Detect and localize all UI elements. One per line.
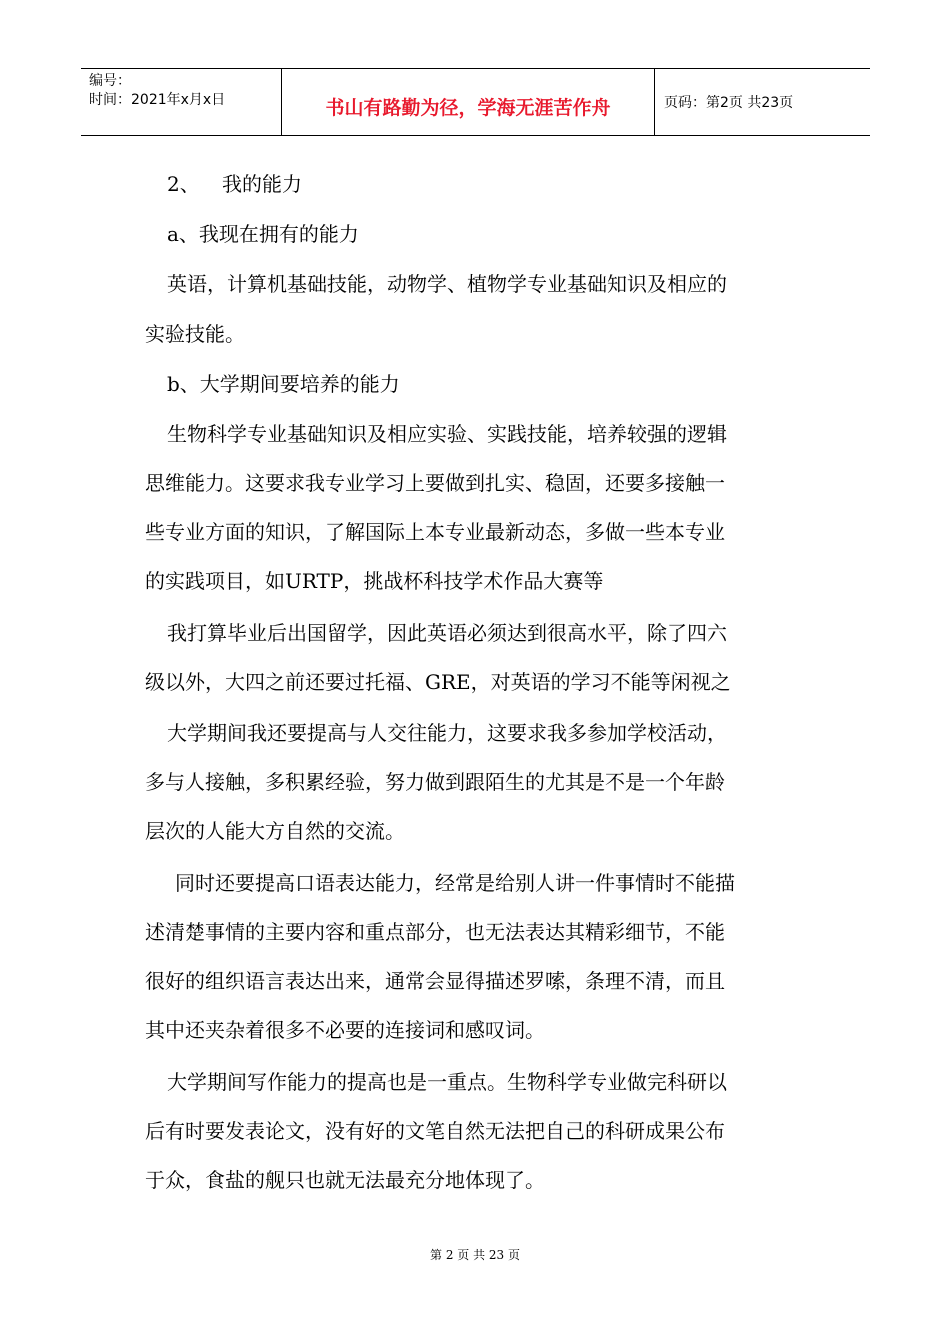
subsection-a-title: a、我现在拥有的能力	[167, 222, 359, 246]
paragraph-line: 级以外，大四之前还要过托福、GRE，对英语的学习不能等闲视之	[145, 670, 731, 694]
paragraph-line: 后有时要发表论文，没有好的文笔自然无法把自己的科研成果公布	[145, 1119, 725, 1143]
section-number: 2、	[167, 172, 200, 196]
paragraph-line: 思维能力。这要求我专业学习上要做到扎实、稳固，还要多接触一	[145, 471, 725, 495]
section-title: 我的能力	[222, 172, 302, 196]
motto-text: 书山有路勤为径，学海无涯苦作舟	[325, 97, 611, 119]
paragraph-line: 其中还夹杂着很多不必要的连接词和感叹词。	[145, 1018, 545, 1042]
paragraph-line: 于众，食盐的舰只也就无法最充分地体现了。	[145, 1168, 545, 1192]
paragraph-line: 英语，计算机基础技能，动物学、植物学专业基础知识及相应的	[167, 272, 727, 296]
paragraph-line: 多与人接触，多积累经验，努力做到跟陌生的尤其是不是一个年龄	[145, 770, 725, 794]
header-motto-cell	[282, 69, 655, 135]
page-footer: 第 2 页 共 23 页	[430, 1248, 520, 1262]
paragraph-line: 实验技能。	[145, 322, 245, 346]
paragraph-line: 些专业方面的知识，了解国际上本专业最新动态，多做一些本专业	[145, 520, 725, 544]
paragraph-line: 生物科学专业基础知识及相应实验、实践技能，培养较强的逻辑	[167, 422, 727, 446]
paragraph-line: 我打算毕业后出国留学，因此英语必须达到很高水平，除了四六	[167, 621, 727, 645]
paragraph-line: 大学期间我还要提高与人交往能力，这要求我多参加学校活动，	[167, 721, 727, 745]
serial-number-label: 编号：	[89, 73, 131, 89]
date-label: 时间：2021年x月x日	[89, 92, 226, 108]
paragraph-line: 很好的组织语言表达出来，通常会显得描述罗嗦，条理不清，而且	[145, 969, 725, 993]
paragraph-line: 的实践项目，如URTP，挑战杯科技学术作品大赛等	[145, 569, 604, 593]
page-info: 页码：第2页 共23页	[664, 95, 794, 111]
paragraph-line: 同时还要提高口语表达能力，经常是给别人讲一件事情时不能描	[175, 871, 735, 895]
page-header	[81, 68, 870, 136]
header-meta-cell	[81, 69, 282, 135]
paragraph-line: 层次的人能大方自然的交流。	[145, 819, 405, 843]
subsection-b-title: b、大学期间要培养的能力	[167, 372, 400, 396]
paragraph-line: 大学期间写作能力的提高也是一重点。生物科学专业做完科研以	[167, 1070, 727, 1094]
paragraph-line: 述清楚事情的主要内容和重点部分，也无法表达其精彩细节，不能	[145, 920, 725, 944]
header-page-cell	[655, 69, 870, 135]
